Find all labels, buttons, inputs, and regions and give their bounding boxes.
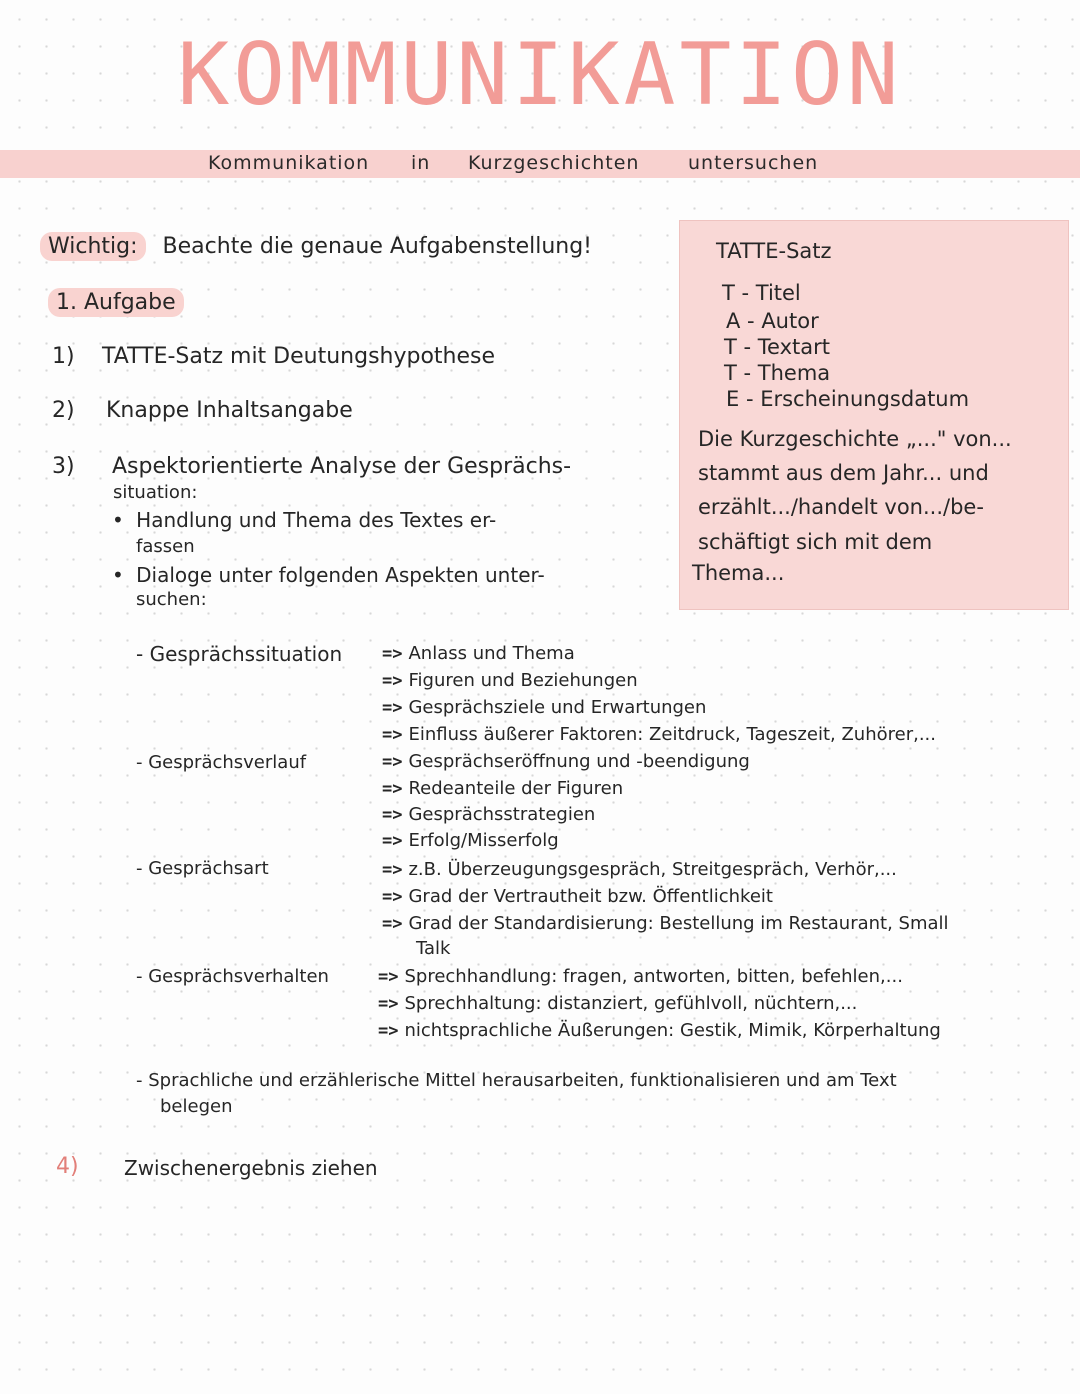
step-1-text: TATTE-Satz mit Deutungshypothese [102, 344, 496, 369]
note-paragraph-line-2: stammt aus dem Jahr... und [698, 461, 989, 485]
aspect-point [382, 643, 575, 664]
arrow-icon: => [378, 967, 399, 987]
arrow-icon: => [382, 698, 403, 718]
aspect-point [382, 670, 638, 691]
subtitle-word-4: untersuchen [688, 152, 819, 174]
subtitle-word-1: Kommunikation [208, 152, 370, 174]
bullet-dot: • [112, 563, 124, 587]
bullet-1-line-2: fassen [136, 536, 195, 557]
aspect-point-text: Gesprächsstrategien [408, 804, 596, 825]
note-paragraph-line-5: Thema... [692, 561, 785, 585]
legend-letter: T [724, 335, 737, 359]
arrow-icon: => [378, 1021, 399, 1041]
legend-letter: A [726, 309, 741, 333]
step-3-line-2: situation: [113, 482, 198, 503]
bullet-2-line-2: suchen: [136, 589, 207, 610]
important-text: Beachte die genaue Aufgabenstellung! [162, 234, 592, 259]
note-legend-1: T - Titel [722, 281, 801, 305]
task-heading [48, 290, 184, 315]
aspect-point-text: Grad der Standardisierung: Bestellung im Restaurant, Small [408, 913, 949, 934]
important-label: Wichtig: [40, 232, 146, 261]
arrow-icon: => [382, 914, 403, 934]
bullet-dot: • [112, 508, 124, 532]
tatte-note [679, 220, 1069, 610]
legend-letter: T [722, 281, 735, 305]
aspect-point-text: Erfolg/Misserfolg [408, 830, 559, 851]
aspect-point-text: Sprechhaltung: distanziert, gefühlvoll, nüchtern,... [404, 993, 858, 1014]
aspect-point-text: Figuren und Beziehungen [408, 670, 638, 691]
aspect-point [378, 966, 903, 987]
aspect-point-text: Redeanteile der Figuren [408, 778, 624, 799]
step-1-number: 1) [52, 344, 75, 369]
aspect-label-verhalten: - Gesprächsverhalten [136, 966, 329, 987]
aspect-point-text: nichtsprachliche Äußerungen: Gestik, Mimik, Körperhaltung [404, 1020, 941, 1041]
aspect-point [382, 859, 897, 880]
aspect-point-text: Anlass und Thema [408, 643, 575, 664]
legend-word: Titel [755, 281, 801, 305]
aspect-point [382, 886, 773, 907]
aspect-label-verlauf: - Gesprächsverlauf [136, 752, 307, 773]
aspect-label-art: - Gesprächsart [136, 858, 269, 879]
aspect-continuation: Talk [416, 938, 451, 959]
note-legend-5: E - Erscheinungsdatum [726, 387, 970, 411]
step-4-text: Zwischenergebnis ziehen [124, 1156, 378, 1180]
arrow-icon: => [382, 831, 403, 851]
legend-word: Thema [757, 361, 831, 385]
arrow-icon: => [382, 752, 403, 772]
aspect-point [382, 697, 706, 718]
aspect-point-text: Gesprächseröffnung und -beendigung [408, 751, 750, 772]
legend-word: Erscheinungsdatum [760, 387, 970, 411]
bullet-1-line-1: Handlung und Thema des Textes er- [136, 508, 497, 532]
subtitle-word-3: Kurzgeschichten [468, 152, 640, 174]
note-legend-4: T - Thema [724, 361, 831, 385]
aspect-point-text: Einfluss äußerer Faktoren: Zeitdruck, Tageszeit, Zuhörer,... [408, 724, 936, 745]
aspect-point-text: z.B. Überzeugungsgespräch, Streitgespräch, Verhör,... [408, 859, 897, 880]
language-line-2: belegen [160, 1096, 233, 1117]
arrow-icon: => [382, 860, 403, 880]
step-3-number: 3) [52, 454, 75, 479]
subtitle-word-2: in [411, 152, 431, 174]
legend-word: Autor [761, 309, 819, 333]
language-line-1: - Sprachliche und erzählerische Mittel herausarbeiten, funktionalisieren und am Text [136, 1070, 897, 1091]
aspect-point [382, 830, 559, 851]
legend-letter: E [726, 387, 740, 411]
aspect-point [378, 1020, 941, 1041]
arrow-icon: => [382, 805, 403, 825]
step-2-text: Knappe Inhaltsangabe [106, 398, 353, 423]
aspect-point [382, 913, 949, 934]
bullet-2-line-1: Dialoge unter folgenden Aspekten unter- [136, 563, 545, 587]
aspect-point [382, 804, 595, 825]
note-paragraph-line-3: erzählt.../handelt von.../be- [698, 495, 984, 519]
arrow-icon: => [382, 644, 403, 664]
step-2-number: 2) [52, 398, 75, 423]
important-note [40, 234, 592, 259]
aspect-point [382, 724, 936, 745]
note-paragraph-line-1: Die Kurzgeschichte „..." von... [698, 427, 1012, 451]
arrow-icon: => [382, 779, 403, 799]
aspect-point-text: Gesprächsziele und Erwartungen [408, 697, 707, 718]
aspect-label-situation: - Gesprächssituation [136, 642, 343, 666]
arrow-icon: => [378, 994, 399, 1014]
aspect-point [382, 778, 623, 799]
note-legend-3: T - Textart [724, 335, 830, 359]
arrow-icon: => [382, 887, 403, 907]
step-4-number: 4) [56, 1154, 79, 1179]
legend-word: Textart [757, 335, 830, 359]
aspect-point [378, 993, 857, 1014]
bullet-2 [112, 563, 545, 587]
aspect-point-text: Grad der Vertrautheit bzw. Öffentlichkeit [408, 886, 773, 907]
page-title: KOMMUNIKATION [177, 25, 903, 125]
arrow-icon: => [382, 725, 403, 745]
aspect-point [382, 751, 750, 772]
task-label: 1. Aufgabe [48, 288, 184, 317]
legend-letter: T [724, 361, 737, 385]
note-heading: TATTE-Satz [716, 239, 832, 263]
bullet-1 [112, 508, 496, 532]
note-paragraph-line-4: schäftigt sich mit dem [698, 530, 933, 554]
step-3-line-1: Aspektorientierte Analyse der Gesprächs- [112, 454, 572, 479]
note-legend-2: A - Autor [726, 309, 819, 333]
arrow-icon: => [382, 671, 403, 691]
aspect-point-text: Sprechhandlung: fragen, antworten, bitten, befehlen,... [404, 966, 903, 987]
